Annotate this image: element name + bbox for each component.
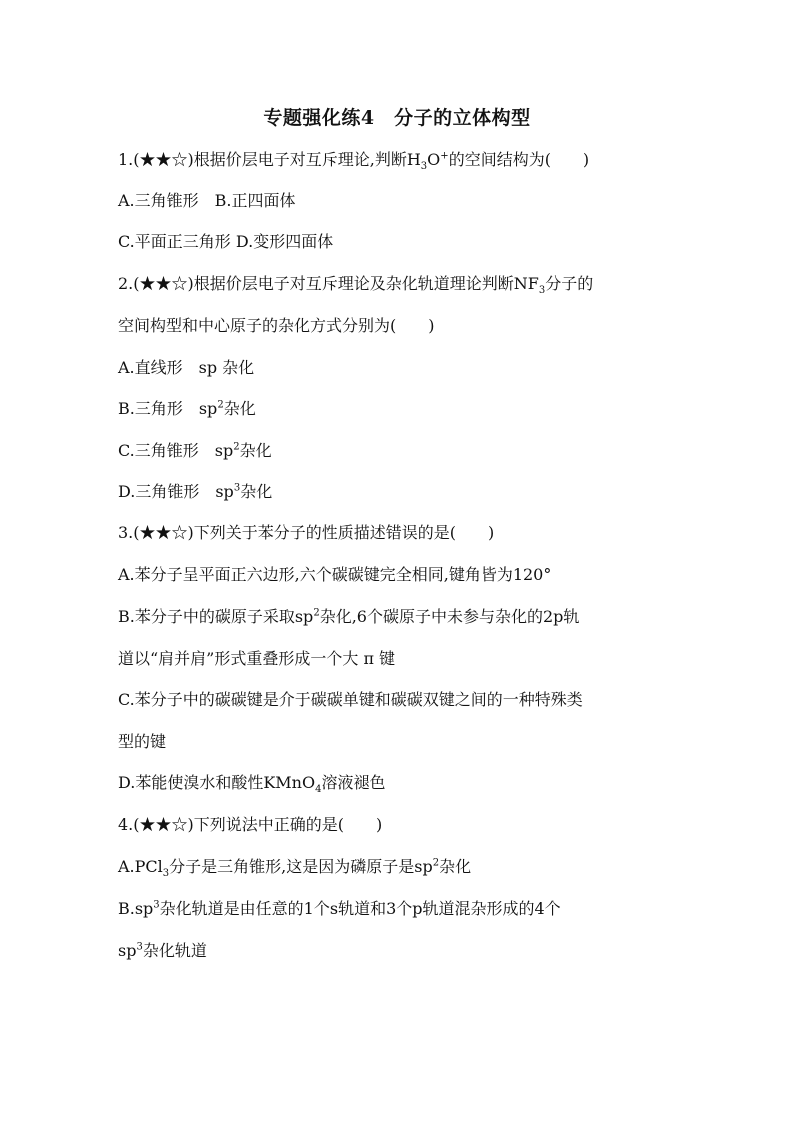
q4-stem: 4.(★★☆)下列说法中正确的是( ) — [118, 815, 383, 834]
q2-stem-line2: 空间构型和中心原子的杂化方式分别为( ) — [118, 316, 435, 335]
q3-option-c-line2: 型的键 — [118, 732, 167, 751]
q3-option-b-line1: B.苯分子中的碳原子采取$sp^2$杂化,6个碳原子中未参与杂化的2p轨 — [118, 607, 580, 626]
q1-stem: 1.(★★☆)根据价层电子对互斥理论,判断$H_3O^+$的空间结构为( ) — [118, 150, 590, 173]
q3-option-d: D.苯能使溴水和酸性KMnO$_4$溶液褪色 — [118, 773, 386, 796]
q2-option-b: B.三角形 $sp^2$杂化 — [118, 399, 256, 418]
q4-option-a: A.PCl$_3$分子是三角锥形,这是因为磷原子是$sp^2$杂化 — [118, 857, 472, 880]
q1-options-ab: A.三角锥形 B.正四面体 — [118, 191, 296, 210]
q2-stem-line1: 2.(★★☆)根据价层电子对互斥理论及杂化轨道理论判断$NF_3$分子的 — [118, 274, 594, 297]
q4-option-b-line2: $sp^3$杂化轨道 — [118, 941, 207, 960]
q2-option-c: C.三角锥形 $sp^2$杂化 — [118, 441, 272, 460]
q1-options-cd: C.平面正三角形 D.变形四面体 — [118, 232, 334, 251]
q2-option-a: A.直线形 sp 杂化 — [118, 358, 255, 377]
q2-option-d: D.三角锥形 $sp^3$杂化 — [118, 482, 273, 501]
q4-option-b-line1: $B.sp^3$杂化轨道是由任意的1个s轨道和3个p轨道混杂形成的4个 — [118, 899, 561, 918]
q3-stem: 3.(★★☆)下列关于苯分子的性质描述错误的是( ) — [118, 523, 495, 542]
q3-option-a: A.苯分子呈平面正六边形,六个碳碳键完全相同,键角皆为120° — [118, 565, 552, 584]
q3-option-b-line2: 道以“肩并肩”形式重叠形成一个大 π 键 — [118, 649, 396, 668]
q3-option-c-line1: C.苯分子中的碳碳键是介于碳碳单键和碳碳双键之间的一种特殊类 — [118, 690, 583, 709]
page-title: 专题强化练4 分子的立体构型 — [263, 107, 531, 129]
